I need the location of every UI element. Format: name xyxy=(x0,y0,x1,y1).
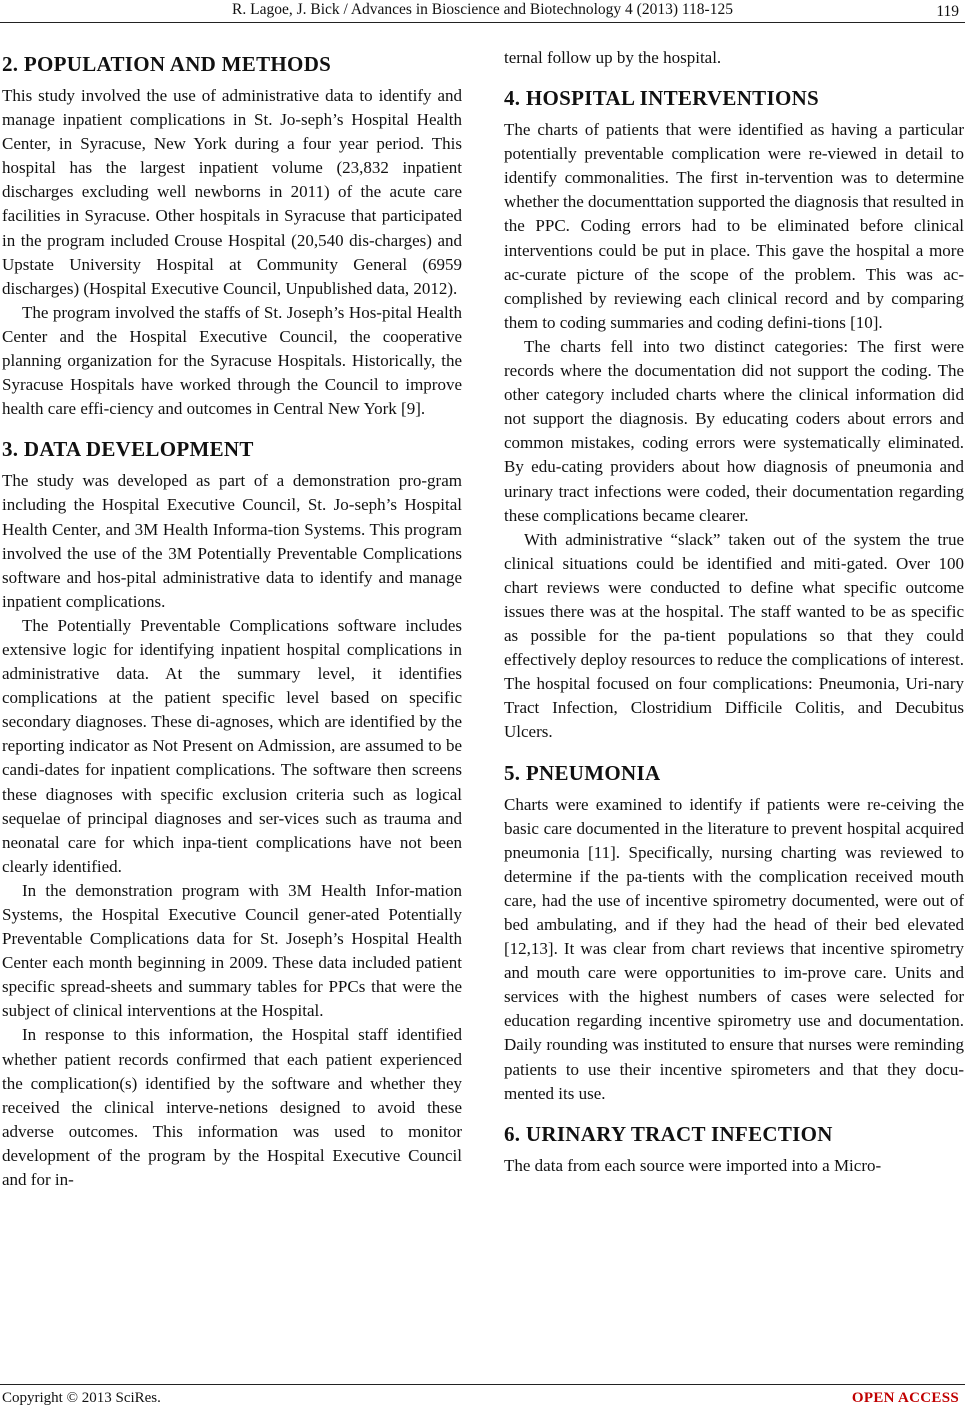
section-heading-population-methods: 2. POPULATION AND METHODS xyxy=(2,52,332,76)
open-access-label: OPEN ACCESS xyxy=(851,1390,959,1406)
running-title: R. Lagoe, J. Bick / Advances in Bioscience and Biotechnology 4 (2013) 118-125 xyxy=(232,1,733,18)
paragraph: The data from each source were imported into a Micro- xyxy=(504,1155,882,1175)
paragraph: The program involved the staffs of St. Joseph’s Hos-pital Health Center and the Hospital Executive Council, the cooperative planning organization for the Syracuse Hospitals. Historically, the Syracuse Hospitals have worked through the Council to improve health care effi-ciency and outcomes in Central New York [9]. xyxy=(2,302,462,419)
footer-divider xyxy=(0,1384,965,1385)
section-heading-data-development: 3. DATA DEVELOPMENT xyxy=(2,437,254,462)
paragraph: This study involved the use of administrative data to identify and manage inpatient complications in St. Jo-seph’s Hospital Health Center, in Syracuse, New York during a four year period. This hospital has the largest inpatient volume (23,832 inpatient discharges excluding well newborns in 2011) of the acute care facilities in Syracuse. Other hospitals in Syracuse that participated in the program included Crouse Hospital (20,540 dis-charges) and Upstate University Hospital at Community General (6959 discharges) (Hospital Executive Council, Unpublished data, 2012). xyxy=(2,86,462,298)
paragraph: The charts fell into two distinct categories: The first were records where the documentation did not support the coding. The other category included charts where the clinical information did not support the diagnosis. By educating coders about errors and common mistakes, coding errors were systematically eliminated. By edu-cating providers about how diagnosis of pneumonia and urinary tract infections were coded, their documentation regarding these complications became clearer. xyxy=(504,336,964,525)
paragraph: The study was developed as part of a demonstration pro-gram including the Hospital Executive Council, St. Jo-seph’s Hospital Health Center, and 3M Health Informa-tion Systems. This program involved the use of the 3M Potentially Preventable Complications software and hos-pital administrative data to identify and manage inpatient complications. xyxy=(2,471,462,611)
paragraph: ternal follow up by the hospital. xyxy=(504,48,722,67)
paragraph: The Potentially Preventable Complications software includes extensive logic for identifying inpatient hospital complications in administrative data. At the summary level, it identifies complications at the patient specific level based on specific secondary diagnoses. These di-agnoses, which are identified by the reporting indicator as Not Present on Admission, are assumed to be candi-dates for inpatient complications. The software then screens these diagnoses with specific exclusion criteria such as logical sequelae of principal diagnoses and ser-vices such as trauma and neonatal care for which inpa-tient complications have not been clearly identified. xyxy=(2,615,462,876)
left-column xyxy=(2,46,462,1192)
paragraph: The charts of patients that were identified as having a particular potentially preventable complication were re-viewed in detail to identify commonalities. The first in-tervention was to determine whether the documenttation supported the diagnosis that resulted in the PPC. Coding errors had to be eliminated before clinical interventions could be put in place. This gave the hospital a more ac-curate picture of the scope of the problem. This was ac-complished by reviewing each clinical record and by comparing them to coding summaries and coding defini-tions [10]. xyxy=(504,120,964,332)
page-header xyxy=(0,0,965,40)
page-number: 119 xyxy=(936,3,959,20)
copyright-notice: Copyright © 2013 SciRes. xyxy=(2,1390,161,1406)
paragraph: Charts were examined to identify if patients were re-ceiving the basic care documented in the literature to prevent hospital acquired pneumonia [11]. Specifically, nursing charting was reviewed to determine if the pa-tients with the complication received mouth care, had the use of incentive spirometry documented, were out of bed ambulating, and if they had the head of their bed elevated [12,13]. It was clear from chart reviews that incentive spirometry and mouth care were opportunities to im-prove care. Units and services with the highest numbers of cases were selected for education regarding incentive spirometry use and documentation. Daily rounding was instituted to ensure that nurses were reminding patients to use their incentive spirometers and that they docu-mented its use. xyxy=(504,794,964,1103)
section-heading-pneumonia: 5. PNEUMONIA xyxy=(504,760,661,785)
right-column xyxy=(504,46,964,1178)
header-divider xyxy=(0,22,965,23)
paragraph: In the demonstration program with 3M Health Infor-mation Systems, the Hospital Executive Council gener-ated Potentially Preventable Complications data for St. Joseph’s Hospital Health Center each month beginning in 2009. These data included patient specific spread-sheets and summary tables for PPCs that were the subject of clinical interventions at the Hospital. xyxy=(2,880,462,1021)
paragraph: With administrative “slack” taken out of the system the true clinical situations could be identified and miti-gated. Over 100 chart reviews were conducted to define what specific outcome issues there was at the hospital. The staff wanted to be as specific as possible for the pa-tient populations so that they could effectively deploy resources to reduce the complications of interest. The hospital focused on four complications: Pneumonia, Uri-nary Tract Infection, Clostridium Difficile Colitis, and Decubitus Ulcers. xyxy=(504,529,964,742)
section-heading-urinary-tract-infection: 6. URINARY TRACT INFECTION xyxy=(504,1121,833,1146)
section-heading-hospital-interventions: 4. HOSPITAL INTERVENTIONS xyxy=(504,86,820,111)
page-footer xyxy=(0,1390,965,1414)
paragraph: In response to this information, the Hospital staff identified whether patient records confirmed that each patient experienced the complication(s) identified by the software and whether they received the clinical interve-netions designed to avoid these adverse outcomes. This information was used to monitor development of the program by the Hospital Executive Council and for in- xyxy=(2,1025,462,1190)
